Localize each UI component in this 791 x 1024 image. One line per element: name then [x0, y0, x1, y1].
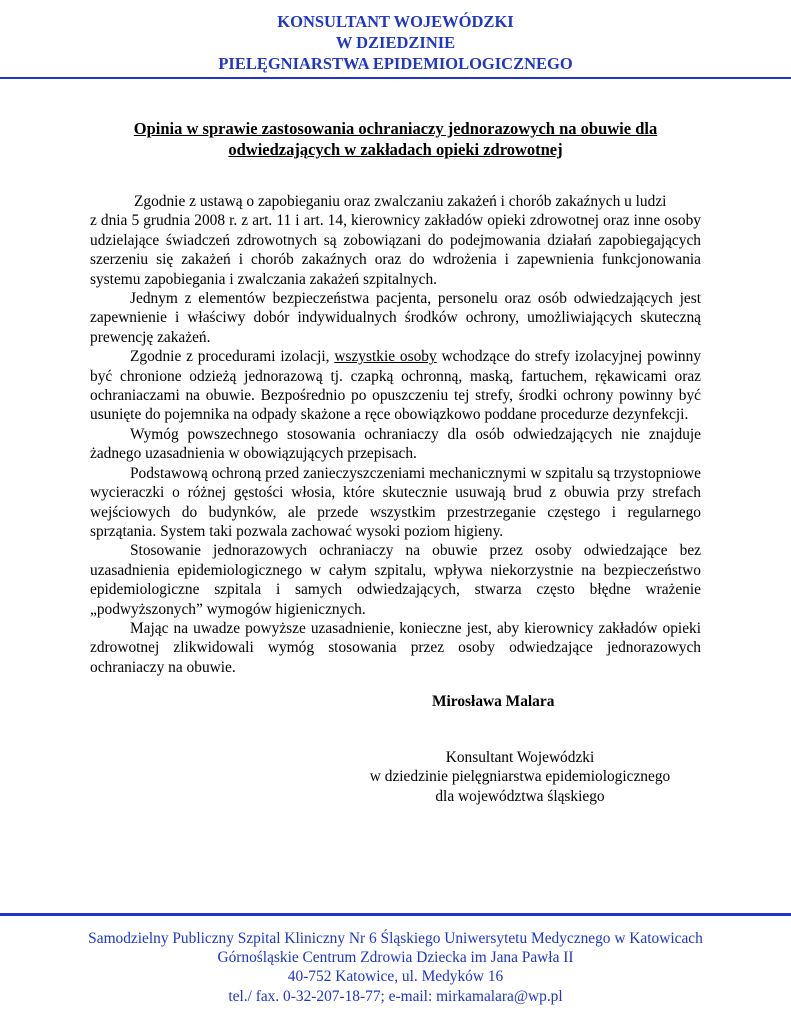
paragraph-4: Wymóg powszechnego stosowania ochraniaczy dla osób odwiedzających nie znajduje żadnego uzasadnienia w obowiązujących przepisach.	[90, 425, 701, 463]
signature-role-line-3: dla województwa śląskiego	[435, 787, 605, 805]
paragraph-6: Stosowanie jednorazowych ochraniaczy na obuwie przez osoby odwiedzające bez uzasadnienia epidemiologicznego w całym szpitalu, wpływa niekorzystnie na bezpieczeństwo epidemiologiczne szpitala i samych odwiedzających, stwarza często błędne wrażenie „podwyższonych” wymogów higienicznych.	[90, 542, 701, 618]
letterhead-line-1: KONSULTANT WOJEWÓDZKI	[277, 12, 514, 31]
signature-role-line-1: Konsultant Wojewódzki	[445, 749, 595, 766]
paragraph-7: Mając na uwadze powyższe uzasadnienie, konieczne jest, aby kierownicy zakładów opieki zdrowotnej zlikwidowali wymóg stosowania przez osoby odwiedzające jednorazowych ochraniaczy na obuwie.	[90, 619, 701, 676]
signature-name: Mirosława Malara	[432, 693, 555, 710]
header-divider	[0, 77, 791, 79]
footer-divider	[0, 913, 791, 916]
paragraph-5: Podstawową ochroną przed zanieczyszczeniami mechanicznymi w szpitalu są trzystopniowe wycieraczki o różnej gęstości włosia, które skutecznie usuwają brud z obuwia przy strefach wejściowych do budynków, ale przede wszystkim przestrzeganie częstego i regularnego sprzątania. System taki pozwala zachować wysoki poziom higieny.	[90, 464, 701, 540]
signature-role-line-2: w dziedzinie pielęgniarstwa epidemiologicznego	[369, 768, 671, 786]
signature-role	[350, 748, 690, 806]
paragraph-1-continuation: z dnia 5 grudnia 2008 r. z art. 11 i art. 14, kierownicy zakładów opieki zdrowotnej oraz inne osoby udzielające świadczeń zdrowotnych są zobowiązani do podejmowania działań zapobiegających szerzeniu się zakażeń i chorób zakaźnych oraz do wdrożenia i zapewnienia funkcjonowania systemu zapobiegania i zwalczania zakażeń szpitalnych.	[90, 212, 701, 288]
letterhead	[0, 11, 791, 74]
paragraph-1-line-1: Zgodnie z ustawą o zapobieganiu oraz zwalczaniu zakażeń i chorób zakaźnych u ludzi	[134, 193, 667, 210]
paragraph-3-start: Zgodnie z procedurami izolacji,	[130, 348, 330, 366]
letterhead-line-3: PIELĘGNIARSTWA EPIDEMIOLOGICZNEGO	[218, 54, 573, 73]
footer	[0, 929, 791, 1006]
title-line-1: Opinia w sprawie zastosowania ochraniaczy jednorazowych na obuwie dla	[133, 119, 658, 138]
paragraph-3	[90, 347, 701, 425]
paragraph-3-end: wchodzące do strefy izolacyjnej powinny być chronione odzieżą jednorazową tj. czapką ochronną, maską, fartuchem, rękawicami oraz ochraniaczami na obuwie. Bezpośrednio po opuszczeniu tej strefy, środki ochrony powinny być usunięte do pojemnika na odpady skażone a ręce obowiązkowo poddane procedurze dezynfekcji.	[90, 348, 702, 424]
footer-line-1: Samodzielny Publiczny Szpital Kliniczny Nr 6 Śląskiego Uniwersytetu Medycznego w Katowicach	[88, 930, 703, 947]
letterhead-line-2: W DZIEDZINIE	[335, 33, 456, 52]
document-body	[90, 192, 701, 677]
footer-line-2: Górnośląskie Centrum Zdrowia Dziecka im Jana Pawła II	[217, 949, 574, 967]
paragraph-3-underlined: wszystkie osoby	[334, 348, 437, 366]
document-title	[90, 118, 701, 160]
title-line-2: odwiedzających w zakładach opieki zdrowotnej	[228, 140, 563, 159]
paragraph-1	[90, 192, 701, 211]
paragraph-2: Jednym z elementów bezpieczeństwa pacjenta, personelu oraz osób odwiedzających jest zapewnienie i właściwy dobór indywidualnych środków ochrony, umożliwiających skuteczną prewencję zakażeń.	[90, 290, 701, 346]
footer-line-3: 40-752 Katowice, ul. Medyków 16	[287, 968, 504, 986]
footer-line-4: tel./ fax. 0-32-207-18-77; e-mail: mirkamalara@wp.pl	[228, 987, 563, 1005]
